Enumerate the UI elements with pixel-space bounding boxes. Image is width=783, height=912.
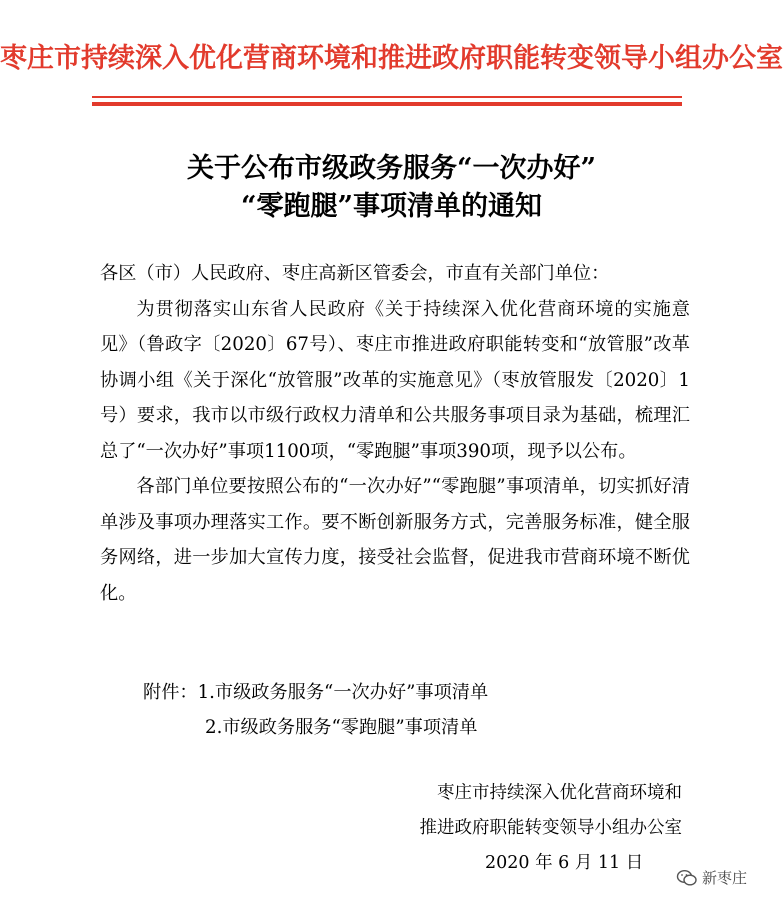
paragraph-2: 各部门单位要按照公布的“一次办好”“零跑腿”事项清单，切实抓好清单涉及事项办理落实工作。要不断创新服务方式，完善服务标准，健全服务网络，进一步加大宣传力度，接受社会监督，促进我市营商环境不断优化。 (100, 476, 690, 604)
document-title-line2: “零跑腿”事项清单的通知 (240, 191, 543, 222)
attachment-item-2: 2.市级政务服务“零跑腿”事项清单 (205, 717, 478, 738)
header-divider-thin (92, 96, 682, 98)
signature-block (420, 776, 683, 846)
attachment-row-1 (143, 675, 488, 710)
document-title-line1: 关于公布市级政务服务“一次办好” (186, 153, 597, 184)
attachments (143, 675, 488, 745)
signature-date: 2020 年 6 月 11 日 (485, 853, 644, 873)
attachments-label: 附件： (143, 682, 198, 703)
paragraph-1: 为贯彻落实山东省人民政府《关于持续深入优化营商环境的实施意见》（鲁政字〔2020〕67号）、枣庄市推进政府职能转变和“放管服”改革协调小组《关于深化“放管服”改革的实施意见》（枣放管服发〔2020〕1号）要求，我市以市级行政权力清单和公共服务事项目录为基础，梳理汇总了“一次办好”事项1100项，“零跑腿”事项390项，现予以公布。 (100, 298, 690, 462)
salutation: 各区（市）人民政府、枣庄高新区管委会，市直有关部门单位： (100, 263, 610, 284)
watermark-text: 新枣庄 (702, 869, 748, 887)
signature-line-1: 枣庄市持续深入优化营商环境和 (437, 783, 682, 803)
header-divider-thick (92, 102, 682, 106)
document-body (100, 256, 690, 611)
issuer-header: 枣庄市持续深入优化营商环境和推进政府职能转变领导小组办公室 (0, 43, 783, 74)
attachment-item-1: 1.市级政务服务“一次办好”事项清单 (197, 682, 489, 703)
attachment-row-2 (143, 710, 488, 745)
wechat-icon (676, 869, 698, 887)
wechat-watermark (676, 867, 747, 888)
signature-line-2: 推进政府职能转变领导小组办公室 (419, 818, 682, 838)
